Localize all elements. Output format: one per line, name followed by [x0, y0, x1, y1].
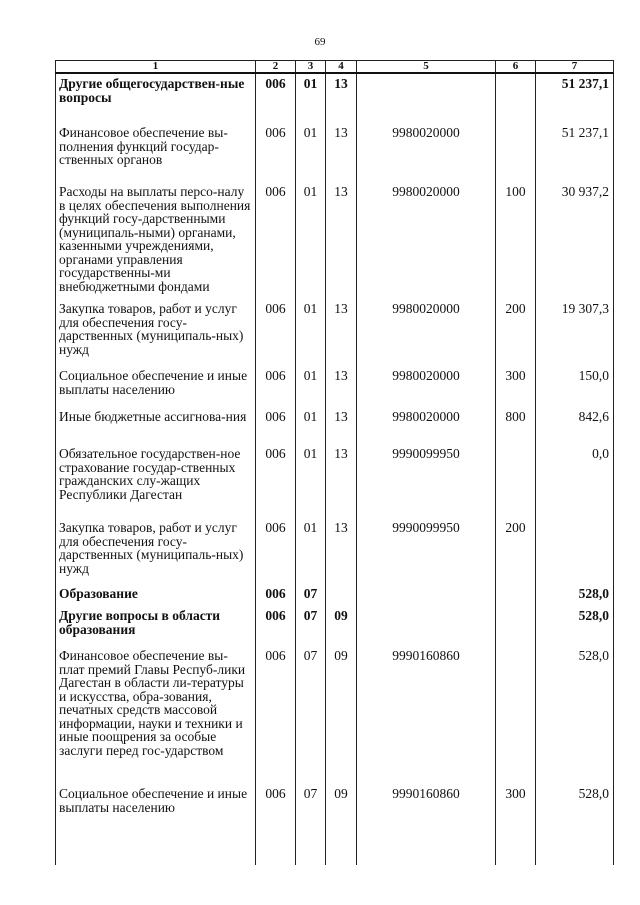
row-code-2: 006: [256, 444, 296, 518]
row-code-4: 13: [326, 123, 357, 182]
row-code-5: 9990160860: [357, 646, 496, 784]
table-row: [56, 444, 614, 518]
row-code-6: [496, 584, 536, 606]
header-col-2: 2: [256, 61, 296, 74]
row-name: Социальное обеспечение и иные выплаты населению: [56, 366, 256, 407]
row-code-5: 9990099950: [357, 444, 496, 518]
row-name: Обязательное государствен-ное страхование государ-ственных гражданских слу-жащих Республики Дагестан: [56, 444, 256, 518]
row-code-5: 9980020000: [357, 366, 496, 407]
row-code-5: 9980020000: [357, 299, 496, 366]
empty-cell: [256, 832, 296, 865]
table-row: [56, 606, 614, 646]
empty-cell: [56, 832, 256, 865]
row-code-4: 13: [326, 299, 357, 366]
row-code-5: 9980020000: [357, 182, 496, 299]
row-code-3: 07: [296, 584, 326, 606]
row-code-6: 300: [496, 366, 536, 407]
row-code-3: 07: [296, 646, 326, 784]
row-code-4: 09: [326, 606, 357, 646]
row-code-4: 13: [326, 444, 357, 518]
row-name: Социальное обеспечение и иные выплаты населению: [56, 784, 256, 832]
row-code-6: 100: [496, 182, 536, 299]
row-code-2: 006: [256, 366, 296, 407]
empty-cell: [357, 832, 496, 865]
table-row: [56, 73, 614, 123]
table-row: [56, 646, 614, 784]
table-row: [56, 784, 614, 832]
row-code-4: 13: [326, 366, 357, 407]
row-amount: 150,0: [536, 366, 614, 407]
table-row: [56, 518, 614, 584]
row-code-3: 07: [296, 606, 326, 646]
row-code-6: 300: [496, 784, 536, 832]
row-name: Другие вопросы в области образования: [56, 606, 256, 646]
row-amount: 0,0: [536, 444, 614, 518]
row-code-5: 9990099950: [357, 518, 496, 584]
budget-table: [55, 60, 614, 865]
row-name: Расходы на выплаты персо-налу в целях обеспечения выполнения функций госу-дарственными (муниципаль-ными) органами, казенными учреждениями, органами управления государственны-ми внебюджетными фондами: [56, 182, 256, 299]
row-code-4: 13: [326, 407, 357, 444]
row-code-5: 9980020000: [357, 407, 496, 444]
row-code-2: 006: [256, 784, 296, 832]
row-name: Закупка товаров, работ и услуг для обеспечения госу-дарственных (муниципаль-ных) нужд: [56, 299, 256, 366]
row-code-6: 200: [496, 518, 536, 584]
row-amount: [536, 518, 614, 584]
row-amount: 19 307,3: [536, 299, 614, 366]
row-code-3: 01: [296, 299, 326, 366]
table-body: [56, 73, 614, 865]
row-code-6: [496, 444, 536, 518]
row-name: Закупка товаров, работ и услуг для обеспечения госу-дарственных (муниципаль-ных) нужд: [56, 518, 256, 584]
row-name: Иные бюджетные ассигнова-ния: [56, 407, 256, 444]
row-code-5: 9980020000: [357, 123, 496, 182]
row-code-3: 01: [296, 407, 326, 444]
row-code-2: 006: [256, 299, 296, 366]
row-name: Финансовое обеспечение вы-плат премий Главы Респуб-лики Дагестан в области ли-тературы и искусства, обра-зования, печатных средств массовой информации, науки и техники и иные поощрения за особые заслуги перед гос-ударством: [56, 646, 256, 784]
row-name: Образование: [56, 584, 256, 606]
row-amount: 51 237,1: [536, 123, 614, 182]
row-code-5: [357, 73, 496, 123]
table-row: [56, 584, 614, 606]
row-amount: 51 237,1: [536, 73, 614, 123]
row-name: Другие общегосударствен-ные вопросы: [56, 73, 256, 123]
table-row: [56, 299, 614, 366]
row-code-2: 006: [256, 73, 296, 123]
row-code-2: 006: [256, 407, 296, 444]
row-code-6: [496, 606, 536, 646]
row-code-6: [496, 73, 536, 123]
page-number: 69: [314, 36, 326, 48]
row-code-3: 01: [296, 444, 326, 518]
row-code-4: 13: [326, 518, 357, 584]
row-code-3: 07: [296, 784, 326, 832]
row-amount: 528,0: [536, 584, 614, 606]
empty-cell: [496, 832, 536, 865]
row-amount: 528,0: [536, 784, 614, 832]
table-row: [56, 407, 614, 444]
header-col-7: 7: [536, 61, 614, 74]
header-col-3: 3: [296, 61, 326, 74]
row-code-3: 01: [296, 366, 326, 407]
row-code-2: 006: [256, 123, 296, 182]
row-code-4: 13: [326, 182, 357, 299]
header-col-6: 6: [496, 61, 536, 74]
row-code-2: 006: [256, 518, 296, 584]
empty-cell: [536, 832, 614, 865]
row-code-4: 09: [326, 646, 357, 784]
row-code-3: 01: [296, 182, 326, 299]
row-amount: 528,0: [536, 646, 614, 784]
header-col-5: 5: [357, 61, 496, 74]
header-col-4: 4: [326, 61, 357, 74]
row-code-5: 9990160860: [357, 784, 496, 832]
row-code-3: 01: [296, 123, 326, 182]
row-code-6: 800: [496, 407, 536, 444]
row-code-4: 13: [326, 73, 357, 123]
empty-cell: [326, 832, 357, 865]
row-amount: 842,6: [536, 407, 614, 444]
row-code-5: [357, 584, 496, 606]
row-code-2: 006: [256, 182, 296, 299]
row-code-2: 006: [256, 606, 296, 646]
row-code-3: 01: [296, 73, 326, 123]
row-name: Финансовое обеспечение вы-полнения функций государ-ственных органов: [56, 123, 256, 182]
row-code-6: 200: [496, 299, 536, 366]
row-amount: 30 937,2: [536, 182, 614, 299]
row-code-2: 006: [256, 646, 296, 784]
table-tail-row: [56, 832, 614, 865]
row-code-6: [496, 646, 536, 784]
row-code-4: [326, 584, 357, 606]
table-row: [56, 182, 614, 299]
table-row: [56, 366, 614, 407]
row-code-5: [357, 606, 496, 646]
row-code-2: 006: [256, 584, 296, 606]
row-amount: 528,0: [536, 606, 614, 646]
row-code-6: [496, 123, 536, 182]
row-code-3: 01: [296, 518, 326, 584]
row-code-4: 09: [326, 784, 357, 832]
header-col-1: 1: [56, 61, 256, 74]
table-row: [56, 123, 614, 182]
empty-cell: [296, 832, 326, 865]
header-row: [56, 61, 614, 74]
